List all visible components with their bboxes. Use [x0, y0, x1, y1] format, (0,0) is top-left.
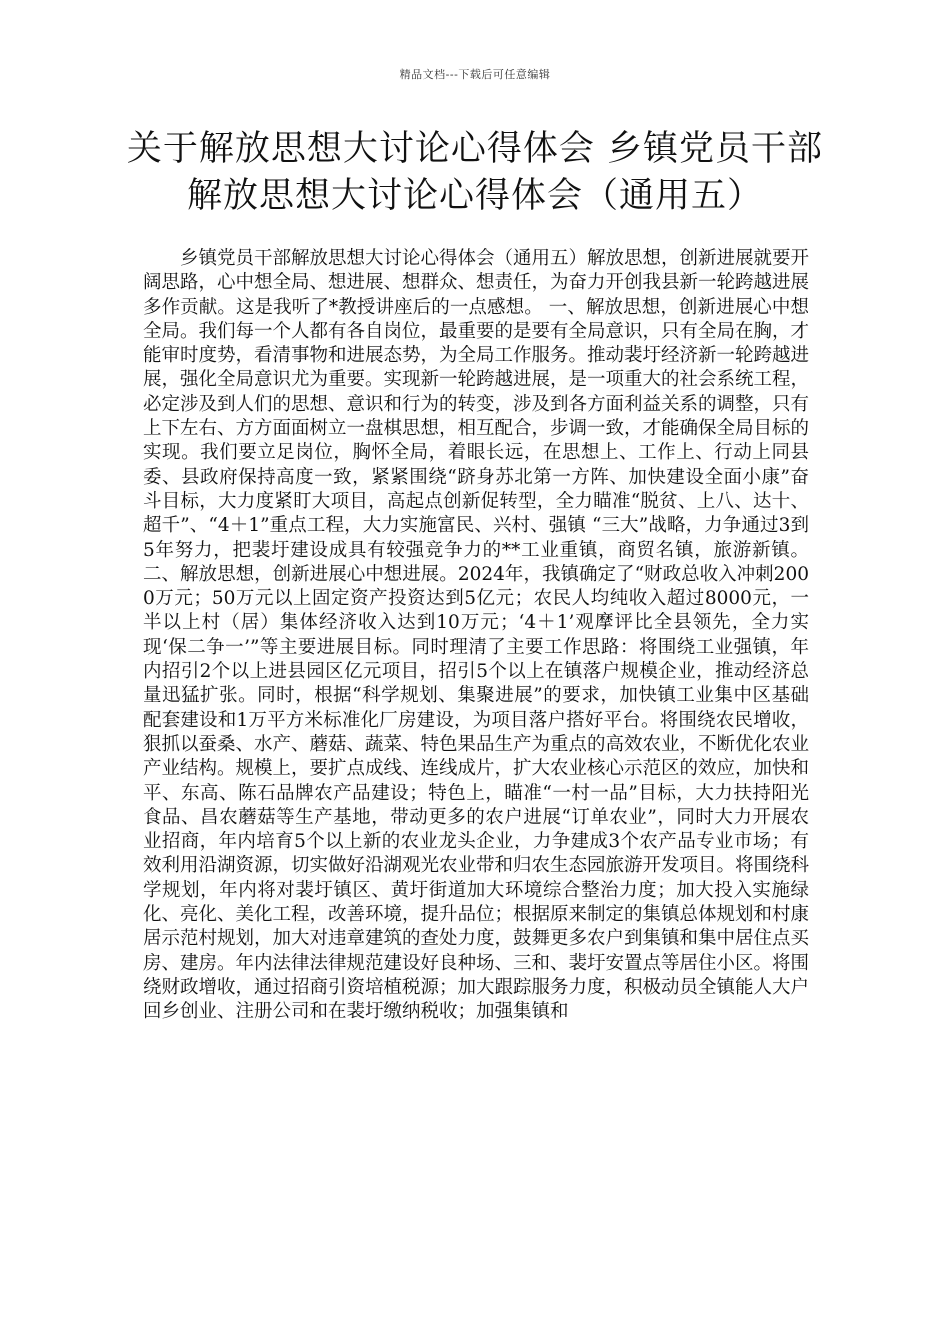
header-note: 精品文档---下载后可任意编辑 [399, 68, 551, 81]
document-title: 关于解放思想大讨论心得体会 乡镇党员干部解放思想大讨论心得体会（通用五） [126, 129, 824, 216]
body-paragraph: 乡镇党员干部解放思想大讨论心得体会（通用五）解放思想，创新进展就要开阔思路，心中想全局、想进展、想群众、想责任，为奋力开创我县新一轮跨越进展多作贡献。这是我听了*教授讲座后的一点感想。 一、解放思想，创新进展心中想全局。我们每一个人都有各自岗位，最重要的是要有全局意识，只有全局在胸，才能审时度势，看清事物和进展态势，为全局工作服务。推动裴圩经济新一轮跨越进展，强化全局意识尤为重要。实现新一轮跨越进展，是一项重大的社会系统工程，必定涉及到人们的思想、意识和行为的转变，涉及到各方面利益关系的调整，只有上下左右、方方面面树立一盘棋思想，相互配合，步调一致，才能确保全局目标的实现。我们要立足岗位，胸怀全局，着眼长远，在思想上、工作上、行动上同县委、县政府保持高度一致，紧紧围绕“跻身苏北第一方阵、加快建设全面小康”奋斗目标，大力度紧盯大项目，高起点创新促转型，全力瞄准“脱贫、上八、达十、超千”、“4＋1”重点工程，大力实施富民、兴村、强镇 “三大”战略，力争通过3到5年努力，把裴圩建设成具有较强竞争力的**工业重镇，商贸名镇，旅游新镇。 二、解放思想，创新进展心中想进展。2024年，我镇确定了“财政总收入冲刺2000万元；50万元以上固定资产投资达到5亿元；农民人均纯收入超过8000元，一半以上村（居）集体经济收入达到10万元；‘4＋1’观摩评比全县领先，全力实现‘保二争一’”等主要进展目标。同时理清了主要工作思路：将围绕工业强镇，年内招引2个以上进县园区亿元项目，招引5个以上在镇落户规模企业，推动经济总量迅猛扩张。同时，根据“科学规划、集聚进展”的要求，加快镇工业集中区基础配套建设和1万平方米标准化厂房建设，为项目落户搭好平台。将围绕农民增收，狠抓以蚕桑、水产、蘑菇、蔬菜、特色果品生产为重点的高效农业，不断优化农业产业结构。规模上，要扩点成线、连线成片，扩大农业核心示范区的效应，加快和平、东高、陈石品牌农产品建设；特色上，瞄准“一村一品”目标，大力扶持阳光食品、昌农蘑菇等生产基地，带动更多的农户进展“订单农业”，同时大力开展农业招商，年内培育5个以上新的农业龙头企业，力争建成3个农产品专业市场；有效利用沿湖资源，切实做好沿湖观光农业带和归农生态园旅游开发项目。将围绕科学规划，年内将对裴圩镇区、黄圩街道加大环境综合整治力度；加大投入实施绿化、亮化、美化工程，改善环境，提升品位；根据原来制定的集镇总体规划和村康居示范村规划，加大对违章建筑的查处力度，鼓舞更多农户到集镇和集中居住点买房、建房。年内法律法律规范建设好良种场、三和、裴圩安置点等居住小区。将围绕财政增收，通过招商引资培植税源；加大跟踪服务力度，积极动员全镇能人大户回乡创业、注册公司和在裴圩缴纳税收；加强集镇和 [143, 248, 810, 1023]
